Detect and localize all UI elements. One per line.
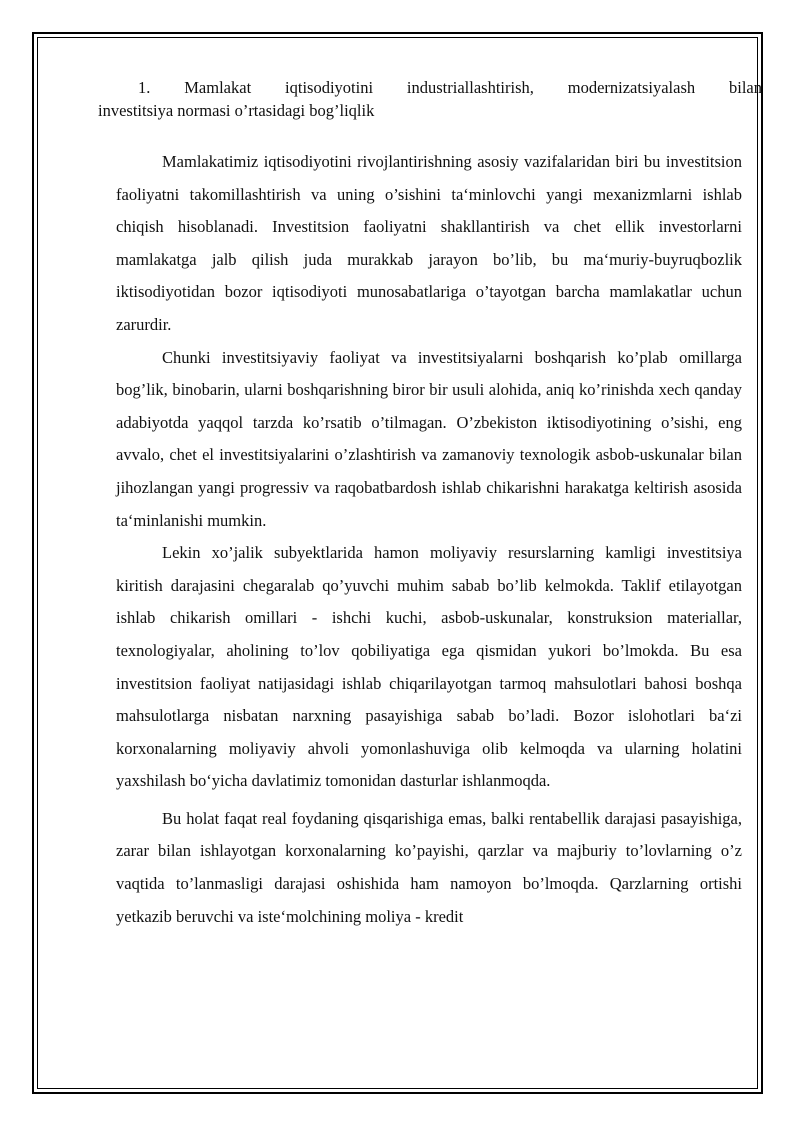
section-heading: [98, 76, 762, 122]
document-body: [116, 146, 742, 933]
section-heading-line-1: 1. Mamlakat iqtisodiyotini industriallashtirish, modernizatsiyalash bilan: [138, 78, 762, 97]
section-heading-line-2: investitsiya normasi o’rtasidagi bog’liqlik: [98, 101, 375, 120]
paragraph: Chunki investitsiyaviy faoliyat va investitsiyalarni boshqarish ko’plab omillarga bog’lik, binobarin, ularni boshqarishning biror bir usuli alohida, aniq ko’rinishda xech qanday adabiyotda yaqqol tarzda ko’rsatib o’tilmagan. O’zbekiston iktisodiyotining o’sishi, eng avvalo, chet el investitsiyalarini o’zlashtirish va zamanoviy texnologik asbob-uskunalar bilan jihozlangan yangi progressiv va raqobatbardosh ishlab chikarishni harakatga keltirish asosida ta‘minlanishi mumkin.: [116, 347, 742, 530]
paragraph: Mamlakatimiz iqtisodiyotini rivojlantirishning asosiy vazifalaridan biri bu investitsion faoliyatni takomillashtirish va uning o’sishini ta‘minlovchi yangi mexanizmlarni ishlab chiqish hisoblanadi. Investitsion faoliyatni shakllantirish va chet ellik investorlarni mamlakatga jalb qilish juda murakkab jarayon bo’lib, bu ma‘muriy-buyruqbozlik iktisodiyotidan bozor iqtisodiyoti munosabatlariga o’tayotgan barcha mamlakatlar uchun zarurdir.: [116, 152, 742, 334]
paragraph: Lekin xo’jalik subyektlarida hamon moliyaviy resurslarning kamligi investitsiya kiritish darajasini chegaralab qo’yuvchi muhim sabab bo’lib kelmokda. Taklif etilayotgan ishlab chikarish omillari - ishchi kuchi, asbob-uskunalar, konstruksion materiallar, texnologiyalar, aholining to’lov qobiliyatiga ega qismidan yukori bo’lmokda. Bu esa investitsion faoliyat natijasidagi ishlab chiqarilayotgan tarmoq mahsulotlari bahosi boshqa mahsulotlarga nisbatan narxning pasayishiga sabab bo’ladi. Bozor islohotlari ba‘zi korxonalarning moliyaviy ahvoli yomonlashuviga olib kelmoqda va ularning holatini yaxshilash bo‘yicha davlatimiz tomonidan dasturlar ishlanmoqda.: [116, 543, 742, 791]
paragraph: Bu holat faqat real foydaning qisqarishiga emas, balki rentabellik darajasi pasayishiga, zarar bilan ishlayotgan korxonalarning ko’payishi, qarzlar va majburiy to’lovlarning o’z vaqtida to’lanmasligi darajasi oshishida ham namoyon bo’lmoqda. Qarzlarning ortishi yetkazib beruvchi va iste‘molchining moliya - kredit: [116, 808, 742, 926]
